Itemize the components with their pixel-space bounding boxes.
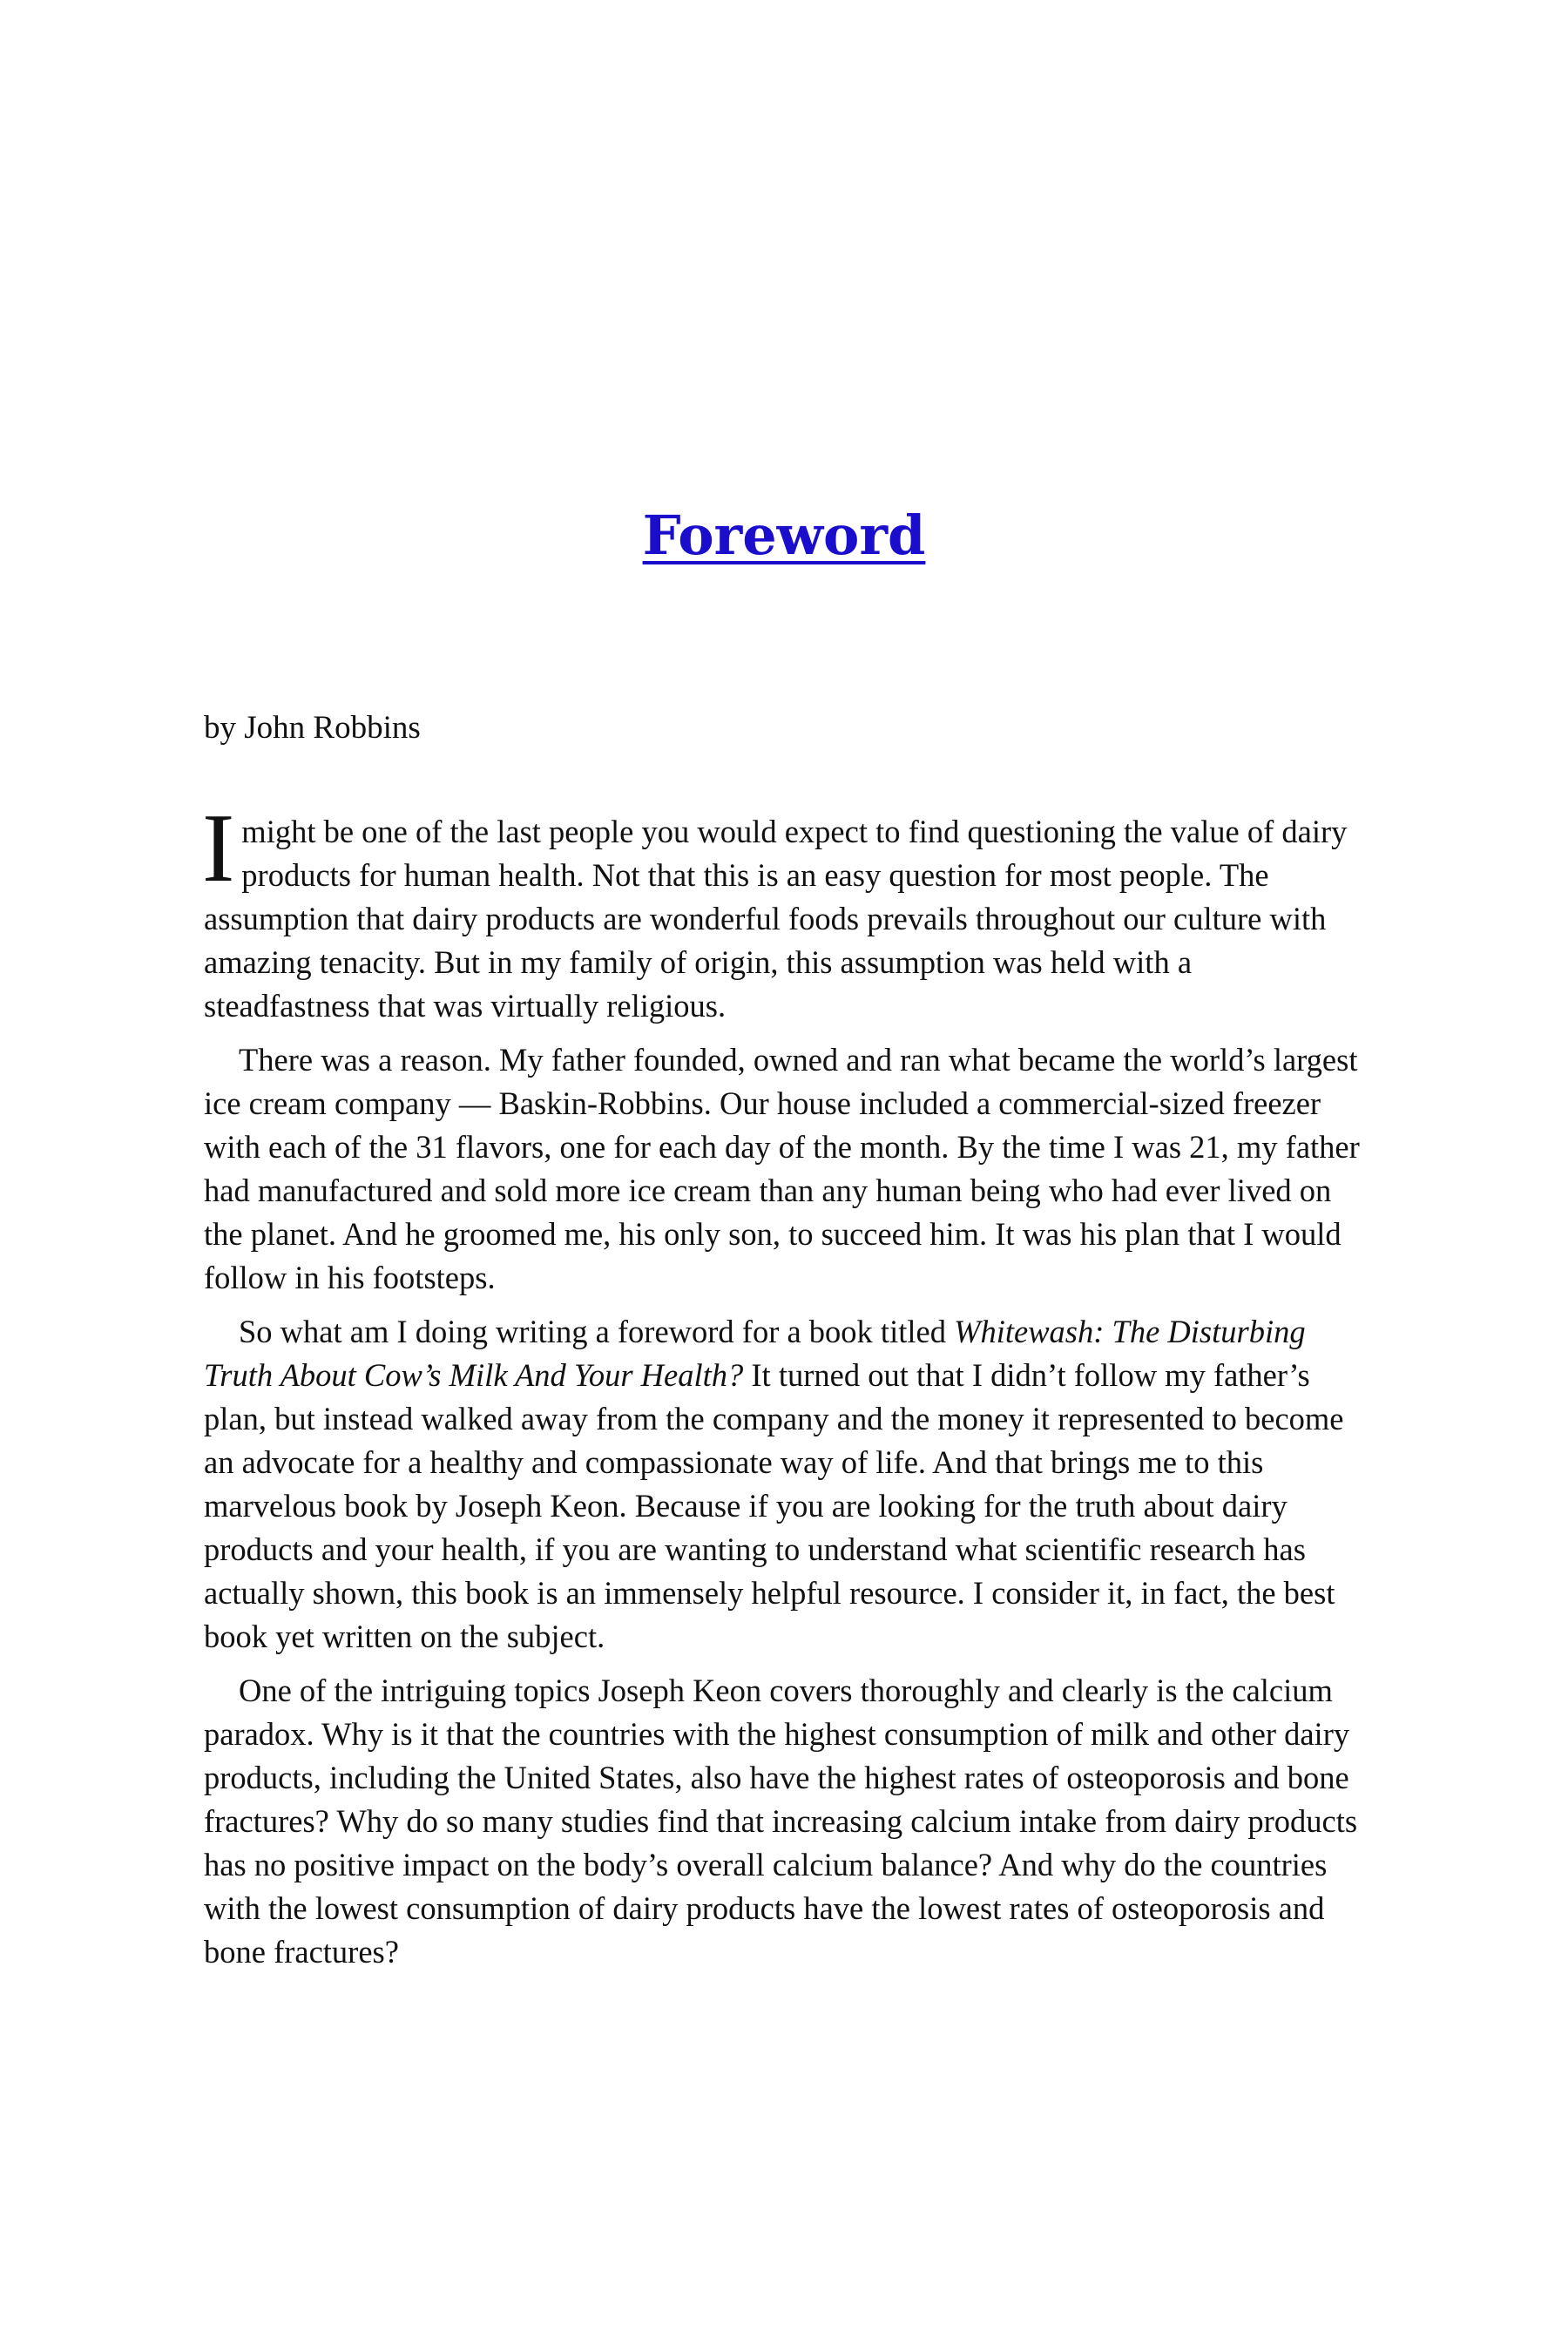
paragraph-1 [202, 794, 1362, 1028]
foreword-title-link[interactable]: Foreword [642, 503, 926, 567]
paragraph-3 [204, 1310, 1362, 1659]
paragraph-3-text-after: It turned out that I didn’t follow my father’s plan, but instead walked away from the company and the money it represented to become an advocate for a healthy and compassionate way of life. And that brings me to this marvelous book by Joseph Keon. Because if you are looking for the truth about dairy products and your health, if you are wanting to understand what scientific research has actually shown, this book is an immensely helpful resource. I consider it, in fact, the best book yet written on the subject. [204, 1357, 1344, 1654]
paragraph-4-text: One of the intriguing topics Joseph Keon covers thoroughly and clearly is the calcium paradox. Why is it that the countries with the highest consumption of milk and other dairy products, including the United States, also have the highest rates of osteoporosis and bone fractures? Why do so many studies find that increasing calcium intake from dairy products has no positive impact on the body’s overall calcium balance? And why do the countries with the lowest consumption of dairy products have the lowest rates of osteoporosis and bone fractures? [204, 1673, 1358, 1970]
paragraph-1-text: might be one of the last people you would expect to find questioning the value of dairy products for human health. Not that this is an easy question for most people. The assumption that dairy products are wonderful foods prevails throughout our culture with amazing tenacity. But in my family of origin, this assumption was held with a steadfastness that was virtually religious. [204, 814, 1348, 1024]
paragraph-4 [204, 1669, 1362, 1974]
author-byline: by John Robbins [204, 710, 421, 746]
page-title [0, 497, 1568, 575]
body-text [202, 794, 1362, 1984]
paragraph-3-text-before: So what am I doing writing a foreword for a book titled [239, 1314, 955, 1349]
paragraph-2-text: There was a reason. My father founded, owned and ran what became the world’s largest ice cream company — Baskin-Robbins. Our house included a commercial-sized freezer with each of the 31 flavors, one for each day of the month. By the time I was 21, my father had manufactured and sold more ice cream than any human being who had ever lived on the planet. And he groomed me, his only son, to succeed him. It was his plan that I would follow in his footsteps. [204, 1042, 1360, 1295]
drop-cap: I [202, 794, 235, 902]
paragraph-2 [204, 1038, 1362, 1300]
book-title: Whitewash: The Disturbing Truth About Cow’s Milk And Your Health? [204, 1314, 1306, 1393]
